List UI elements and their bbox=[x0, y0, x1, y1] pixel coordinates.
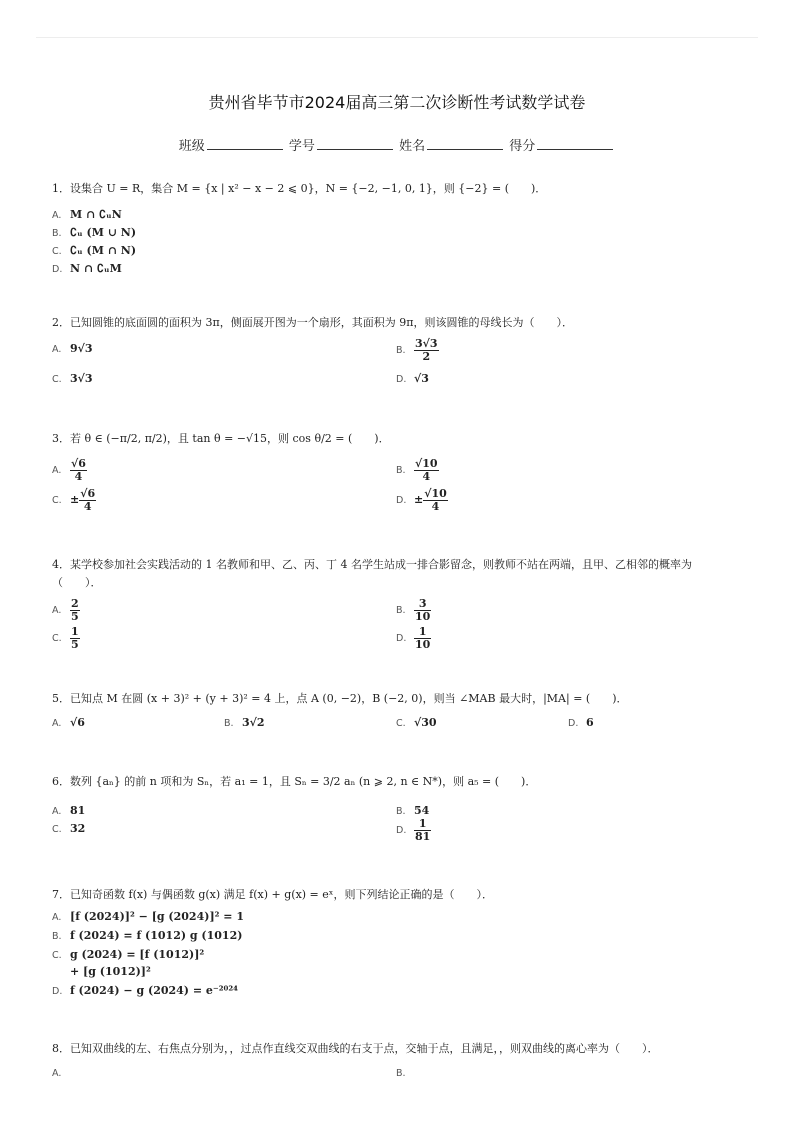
question-stem: 1．设集合 U = R，集合 M = {x | x² − x − 2 ⩽ 0}，N = {−2, −1, 0, 1}，则 {−2} = ( )． bbox=[52, 182, 547, 195]
option-d[interactable]: D. ± $\frac{√10}{4}$ bbox=[396, 487, 447, 513]
option-b[interactable]: B. 54 bbox=[396, 804, 430, 817]
option-a[interactable]: A. √6 bbox=[52, 716, 85, 729]
option-d[interactable]: D. 6 bbox=[568, 716, 594, 729]
option-d[interactable]: D. $\frac{1}{81}$ bbox=[396, 817, 431, 843]
option-b[interactable]: B. bbox=[396, 1068, 406, 1079]
name-blank[interactable] bbox=[427, 137, 503, 150]
score-label: 得分 bbox=[509, 139, 536, 154]
name-label: 姓名 bbox=[399, 139, 426, 154]
option-d[interactable]: D. $\frac{1}{10}$ bbox=[396, 625, 431, 651]
score-blank[interactable] bbox=[537, 137, 613, 150]
page-top-rule bbox=[36, 37, 758, 38]
question-stem: 7．已知奇函数 f(x) 与偶函数 g(x) 满足 f(x) + g(x) = eˣ，则下列结论正确的是（ ）． bbox=[52, 888, 493, 901]
class-label: 班级 bbox=[178, 139, 205, 154]
question-stem: 4．某学校参加社会实践活动的 1 名教师和甲、乙、丙、丁 4 名学生站成一排合影留念，则教师不站在两端，且甲、乙相邻的概率为 bbox=[52, 558, 692, 571]
option-a[interactable]: A. bbox=[52, 1068, 62, 1079]
option-c[interactable]: C. √30 bbox=[396, 716, 437, 729]
question-stem: 8．已知双曲线的左、右焦点分别为，，过点作直线交双曲线的右支于点，交轴于点，且满足，，则双曲线的离心率为（ ）． bbox=[52, 1042, 659, 1055]
option-c[interactable]: C. 32 bbox=[52, 822, 86, 835]
student-info-line bbox=[0, 135, 794, 154]
option-a[interactable]: A. M ∩ ∁ᵤN bbox=[52, 208, 122, 221]
question-stem: 5．已知点 M 在圆 (x + 3)² + (y + 3)² = 4 上，点 A (0, −2)，B (−2, 0)，则当 ∠MAB 最大时，|MA| = ( )． bbox=[52, 692, 628, 705]
option-b[interactable]: B. $\frac{3√3}{2}$ bbox=[396, 337, 438, 363]
question-stem: 3．若 θ ∈ (−π/2, π/2)，且 tan θ = −√15，则 cos θ/2 = ( )． bbox=[52, 432, 390, 445]
option-d[interactable]: D. f (2024) − g (2024) = e⁻²⁰²⁴ bbox=[52, 984, 238, 997]
option-b[interactable]: B. 3√2 bbox=[224, 716, 265, 729]
option-b[interactable]: B. $\frac{3}{10}$ bbox=[396, 597, 431, 623]
option-a[interactable]: A. [f (2024)]² − [g (2024)]² = 1 bbox=[52, 910, 244, 923]
exam-title: 贵州省毕节市2024届高三第二次诊断性考试数学试卷 bbox=[208, 93, 586, 112]
option-a[interactable]: A. $\frac{2}{5}$ bbox=[52, 597, 79, 623]
option-d[interactable]: D. √3 bbox=[396, 372, 429, 385]
question-stem: 2．已知圆锥的底面圆的面积为 3π，侧面展开图为一个扇形，其面积为 9π，则该圆锥的母线长为（ ）． bbox=[52, 316, 573, 329]
class-blank[interactable] bbox=[207, 137, 283, 150]
option-c[interactable]: C. ∁ᵤ (M ∩ N) bbox=[52, 244, 137, 257]
option-b[interactable]: B. $\frac{√10}{4}$ bbox=[396, 457, 438, 483]
option-d[interactable]: D. N ∩ ∁ᵤM bbox=[52, 262, 122, 275]
id-label: 学号 bbox=[288, 139, 315, 154]
question-stem-cont: （ ）． bbox=[52, 576, 102, 589]
option-c-cont: + [g (1012)]² bbox=[70, 965, 151, 978]
option-a[interactable]: A. 9√3 bbox=[52, 342, 93, 355]
option-b[interactable]: B. ∁ᵤ (M ∪ N) bbox=[52, 226, 137, 239]
option-b[interactable]: B. f (2024) = f (1012) g (1012) bbox=[52, 929, 243, 942]
question-stem: 6．数列 {aₙ} 的前 n 项和为 Sₙ，若 a₁ = 1，且 Sₙ = 3/2 aₙ (n ⩾ 2, n ∈ N*)，则 a₅ = ( )． bbox=[52, 775, 537, 788]
option-c[interactable]: C. g (2024) = [f (1012)]² bbox=[52, 948, 205, 961]
option-a[interactable]: A. 81 bbox=[52, 804, 86, 817]
option-c[interactable]: C. ± $\frac{√6}{4}$ bbox=[52, 487, 96, 513]
id-blank[interactable] bbox=[317, 137, 393, 150]
option-c[interactable]: C. 3√3 bbox=[52, 372, 93, 385]
option-a[interactable]: A. $\frac{√6}{4}$ bbox=[52, 457, 86, 483]
option-c[interactable]: C. $\frac{1}{5}$ bbox=[52, 625, 79, 651]
